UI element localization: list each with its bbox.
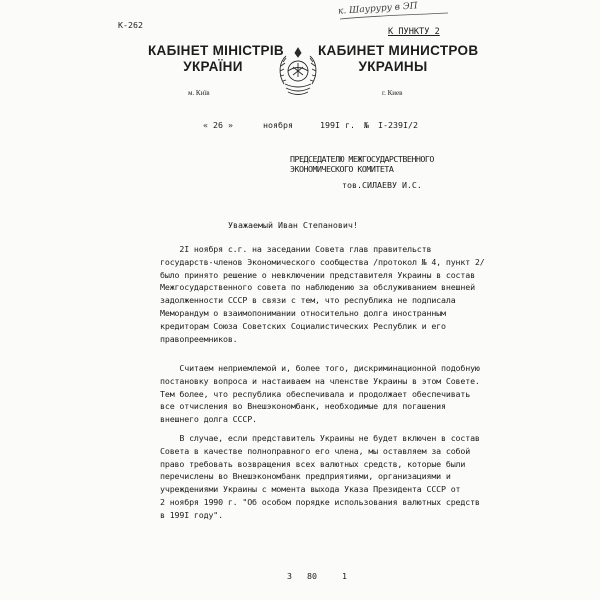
org-name-ukrainian <box>148 43 284 75</box>
document-number: I-239I/2 <box>378 120 418 130</box>
date-month: ноября <box>263 120 293 130</box>
org-ru-line1: КАБИНЕТ МИНИСТРОВ <box>318 43 479 58</box>
city-ukrainian: м. Київ <box>188 89 210 97</box>
handwritten-underline <box>338 10 450 22</box>
city-russian: г. Киев <box>382 89 403 97</box>
document-code: К-262 <box>118 20 143 30</box>
org-name-russian <box>318 43 479 75</box>
date-year: 199I г. <box>320 120 355 130</box>
paragraph-1: 2I ноября с.г. на заседании Совета глав правительств государств-членов Экономического сообщества /протокол № 4, пункт 2/ было принято решение о невключении представителя Украины в состав Межгосударственного совета по наблюдению за обслуживанием внешней задолженности СССР в связи с тем, что республика не подписала Меморандум о взаимопонимании относительно долга иностранным кредиторам Союза Советских Социалистических Республик и его правопреемников. <box>160 244 485 344</box>
number-label: № <box>364 120 369 130</box>
date-day: « 26 » <box>203 120 233 130</box>
addressee-line-3: тов.СИЛАЕВУ И.С. <box>342 180 422 190</box>
org-ru-line2: УКРАИНЫ <box>358 59 428 74</box>
page-marks: 3 80 1 <box>287 571 347 581</box>
handwritten-resolution: к. Шауруру в ЭП <box>337 1 418 17</box>
emblem-icon <box>276 44 320 98</box>
addressee-line-1: ПРЕДСЕДАТЕЛЮ МЕЖГОСУДАРСТВЕННОГО <box>290 154 434 164</box>
org-ua-line1: КАБІНЕТ МІНІСТРІВ <box>148 43 284 58</box>
paragraph-2: Считаем неприемлемой и, более того, дискриминационной подобную постановку вопроса и настаиваем на членстве Украины в этом Совете. Тем более, что республика обеспечивала и продолжает обеспечивать все отчисления во Внешэкономбанк, необходимые для погашения внешнего долга СССР. <box>160 363 480 425</box>
paragraph-3: В случае, если представитель Украины не будет включен в состав Совета в качестве полноправного его члена, мы оставляем за собой право требовать возвращения всех валютных средств, которые были перечислены во Внешэкономбанк предприятиями, организациями и учреждениями Украины с момента выхода Указа Президента СССР от 2 ноября 1990 г. "Об особом порядке использования валютных средств в 199I году". <box>160 433 480 520</box>
salutation: Уважаемый Иван Степанович! <box>228 220 358 230</box>
stamp-reference: К ПУНКТУ 2 <box>388 27 440 37</box>
addressee-line-2: ЭКОНОМИЧЕСКОГО КОМИТЕТА <box>290 164 394 174</box>
org-ua-line2: УКРАЇНИ <box>183 59 243 74</box>
